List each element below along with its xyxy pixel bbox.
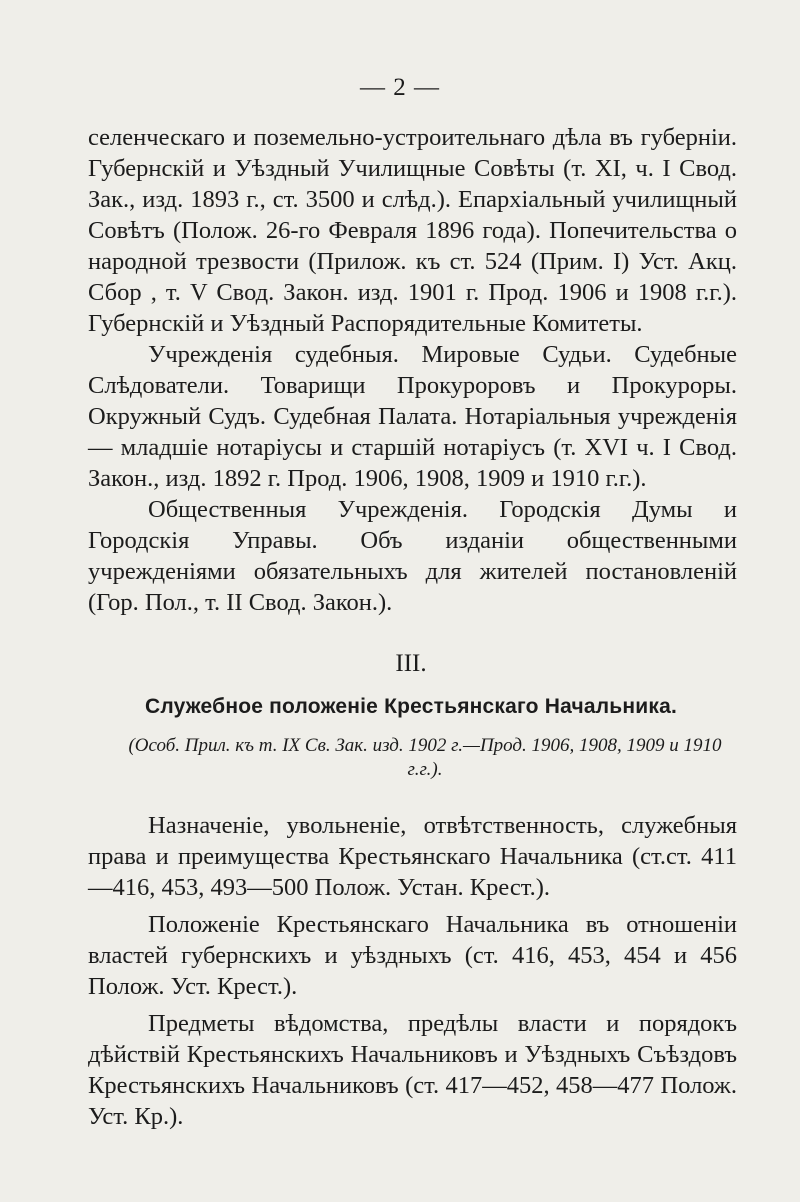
body-text-top — [88, 122, 737, 618]
paragraph-position: Положеніе Крестьянскаго Начальника въ отношеніи властей губернскихъ и уѣздныхъ (ст. 416, 453, 454 и 456 Полож. Уст. Крест.). — [88, 911, 737, 1000]
section-heading: Служебное положеніе Крестьянскаго Начальника. — [144, 695, 678, 718]
paragraph-continuation: селенческаго и поземельно-устроительнаго дѣла въ губерніи. Губернскій и Уѣздный Училищные Совѣты (т. XI, ч. I Свод. Зак., изд. 1893 г., ст. 3500 и слѣд.). Епархіальный училищный Совѣтъ (Полож. 26-го Февраля 1896 года). Попечительства о народной трезвости (Прилож. къ ст. 524 (Прим. I) Уст. Акц. Сбор , т. V Свод. Закон. изд. 1901 г. Прод. 1906 и 1908 г.г.). Губернскій и Уѣздный Распорядительные Комитеты. — [88, 124, 737, 337]
paragraph-judicial-institutions: Учрежденія судебныя. Мировые Судьи. Судебные Слѣдователи. Товарищи Прокуроровъ и Прокуроры. Окружный Судъ. Судебная Палата. Нотаріальныя учрежденія — младшіе нотаріусы и старшій нотаріусъ (т. XVI ч. I Свод. Закон., изд. 1892 г. Прод. 1906, 1908, 1909 и 1910 г.г.). — [88, 341, 737, 492]
section-number: III. — [395, 650, 427, 677]
paragraph-public-institutions: Общественныя Учрежденія. Городскія Думы и Городскія Управы. Объ изданіи общественными учрежденіями обязательныхъ для жителей постановленій (Гор. Пол., т. II Свод. Закон.). — [88, 496, 737, 616]
paragraph-jurisdiction: Предметы вѣдомства, предѣлы власти и порядокъ дѣйствій Крестьянскихъ Начальниковъ и Уѣздныхъ Съѣздовъ Крестьянскихъ Начальниковъ (ст. 417—452, 458—477 Полож. Уст. Кр.). — [88, 1010, 737, 1130]
page-number: — 2 — — [360, 74, 440, 101]
source-note: (Особ. Прил. къ т. IX Св. Зак. изд. 1902 г.—Прод. 1906, 1908, 1909 и 1910 г.г.). — [128, 735, 722, 780]
paragraph-appointment: Назначеніе, увольненіе, отвѣтственность, служебныя права и преимущества Крестьянскаго Начальника (ст.ст. 411—416, 453, 493—500 Полож. Устан. Крест.). — [88, 812, 737, 901]
body-text-bottom — [88, 810, 737, 1138]
